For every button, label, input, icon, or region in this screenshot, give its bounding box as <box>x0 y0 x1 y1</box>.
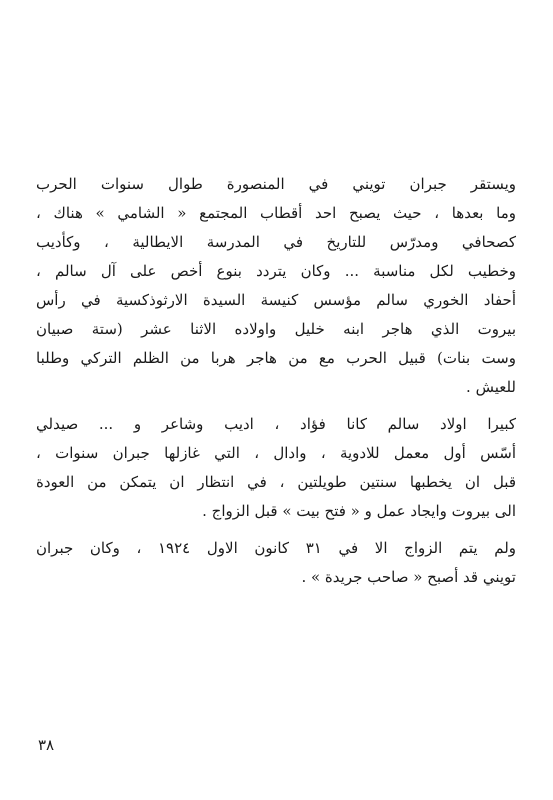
text-line: بيروت الذي هاجر ابنه خليل واولاده الاثنا عشر (ستة صبيان <box>36 320 516 338</box>
text-line: أحفاد الخوري سالم مؤسس كنيسة السيدة الارثوذكسية في رأس <box>36 291 516 309</box>
text-line: تويني قد أصبح « صاحب جريدة » . <box>301 568 516 586</box>
text-line: قبل ان يخطبها سنتين طويلتين ، في انتظار ان يتمكن من العودة <box>36 473 516 491</box>
text-line: وما بعدها ، حيث يصبح احد أقطاب المجتمع « الشامي » هناك ، <box>36 204 516 222</box>
page-number: ٣٨ <box>38 736 55 754</box>
text-line: ولم يتم الزواج الا في ٣١ كانون الاول ١٩٢٤ ، وكان جبران <box>36 539 517 557</box>
body-text <box>36 170 516 592</box>
text-line: أسّس أول معمل للادوية ، وادال ، التي غازلها جبران سنوات ، <box>36 444 516 462</box>
text-line: كبيرا اولاد سالم كانا فؤاد ، اديب وشاعر و ... صيدلي <box>36 415 516 433</box>
paragraph-2 <box>36 410 516 526</box>
text-line: وخطيب لكل مناسبة ... وكان يتردد بنوع أخص على آل سالم ، <box>36 262 516 280</box>
text-line: للعيش . <box>466 378 516 396</box>
text-line: ويستقر جبران تويني في المنصورة طوال سنوات الحرب <box>36 175 516 193</box>
text-line: كصحافي ومدرّس للتاريخ في المدرسة الايطالية ، وكأديب <box>36 233 516 251</box>
paragraph-3 <box>36 534 516 592</box>
text-line: وست بنات) قبيل الحرب مع من هاجر هربا من الظلم التركي وطلبا <box>36 349 516 367</box>
text-line: الى بيروت وايجاد عمل و « فتح بيت » قبل الزواج . <box>202 502 516 520</box>
paragraph-1 <box>36 170 516 402</box>
